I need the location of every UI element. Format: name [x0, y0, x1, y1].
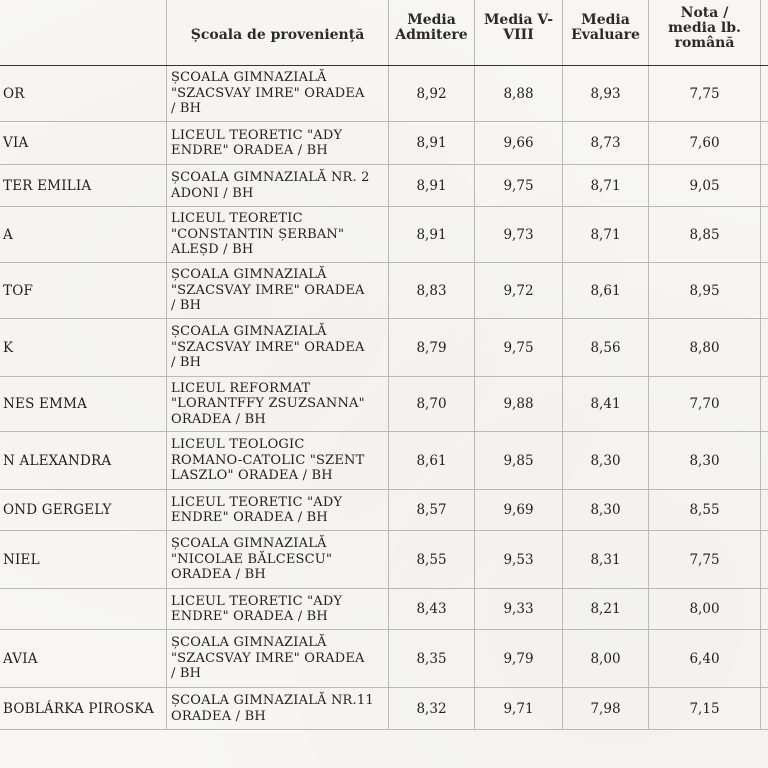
media-admitere: 8,79	[389, 319, 475, 377]
cut-off-column	[761, 688, 768, 730]
header-media-admitere: Media Admitere	[389, 0, 475, 66]
media-v-viii: 9,73	[475, 207, 563, 263]
media-admitere: 8,91	[389, 165, 475, 207]
school-of-origin	[167, 589, 389, 630]
media-evaluare: 8,21	[563, 589, 649, 630]
school-line: LICEUL TEORETIC "ADY	[171, 494, 343, 510]
media-v-viii: 9,85	[475, 432, 563, 490]
cut-off-column	[761, 66, 768, 122]
cut-off-column	[761, 377, 768, 432]
media-admitere: 8,70	[389, 377, 475, 432]
cut-off-column	[761, 319, 768, 377]
school-line: LASZLO" ORADEA / BH	[171, 468, 333, 484]
school-line: ȘCOALA GIMNAZIALĂ NR.11	[171, 693, 374, 708]
school-line: ORADEA / BH	[171, 567, 266, 583]
cut-off-column	[761, 165, 768, 207]
school-line: ENDRE" ORADEA / BH	[171, 510, 328, 525]
media-evaluare: 8,73	[563, 122, 649, 165]
student-name: OR	[0, 66, 167, 122]
school-line: ȘCOALA GIMNAZIALĂ	[171, 70, 327, 86]
student-name: NIEL	[0, 531, 167, 589]
media-evaluare: 8,00	[563, 630, 649, 688]
media-v-viii: 9,75	[475, 165, 563, 207]
table-row	[0, 531, 768, 589]
school-line: / BH	[171, 101, 202, 117]
school-line: LICEUL REFORMAT	[171, 380, 311, 396]
table-row	[0, 319, 768, 377]
school-line: LICEUL TEORETIC "ADY	[171, 593, 343, 609]
school-of-origin	[167, 207, 389, 263]
school-of-origin	[167, 66, 389, 122]
table-row	[0, 263, 768, 319]
school-line: LICEUL TEOLOGIC	[171, 437, 305, 453]
student-name: A	[0, 207, 167, 263]
student-name	[0, 589, 167, 630]
media-admitere: 8,32	[389, 688, 475, 730]
school-of-origin	[167, 490, 389, 531]
school-of-origin	[167, 688, 389, 730]
nota-romana: 8,00	[649, 589, 761, 630]
media-v-viii: 9,71	[475, 688, 563, 730]
media-v-viii: 9,79	[475, 630, 563, 688]
header-school: Școala de proveniență	[167, 0, 389, 66]
student-name: BOBLÁRKA PIROSKA	[0, 688, 167, 730]
nota-romana: 8,55	[649, 490, 761, 531]
school-line: ȘCOALA GIMNAZIALĂ	[171, 324, 327, 340]
student-name: VIA	[0, 122, 167, 165]
school-line: "SZACSVAY IMRE" ORADEA	[171, 339, 365, 355]
school-line: ȘCOALA GIMNAZIALĂ NR. 2	[171, 170, 370, 185]
cut-off-column	[761, 432, 768, 490]
media-evaluare: 8,71	[563, 207, 649, 263]
cut-off-column	[761, 263, 768, 319]
school-line: ORADEA / BH	[171, 708, 266, 724]
nota-romana: 8,95	[649, 263, 761, 319]
nota-romana: 8,80	[649, 319, 761, 377]
school-line: "SZACSVAY IMRE" ORADEA	[171, 282, 365, 298]
table-row	[0, 165, 768, 207]
media-evaluare: 8,93	[563, 66, 649, 122]
school-line: "LORANTFFY ZSUZSANNA"	[171, 396, 365, 412]
school-line: "SZACSVAY IMRE" ORADEA	[171, 85, 365, 101]
media-evaluare: 8,61	[563, 263, 649, 319]
nota-romana: 6,40	[649, 630, 761, 688]
table-row	[0, 207, 768, 263]
header-name	[0, 0, 167, 66]
media-admitere: 8,61	[389, 432, 475, 490]
media-v-viii: 9,33	[475, 589, 563, 630]
media-v-viii: 9,88	[475, 377, 563, 432]
school-line: ROMANO-CATOLIC "SZENT	[171, 452, 365, 468]
school-line: LICEUL TEORETIC	[171, 211, 303, 227]
media-evaluare: 7,98	[563, 688, 649, 730]
table-row	[0, 432, 768, 490]
media-v-viii: 8,88	[475, 66, 563, 122]
media-v-viii: 9,53	[475, 531, 563, 589]
school-line: LICEUL TEORETIC "ADY	[171, 127, 343, 143]
table-row	[0, 490, 768, 531]
school-of-origin	[167, 630, 389, 688]
school-of-origin	[167, 122, 389, 165]
nota-romana: 7,60	[649, 122, 761, 165]
media-admitere: 8,83	[389, 263, 475, 319]
school-of-origin	[167, 165, 389, 207]
student-name: N ALEXANDRA	[0, 432, 167, 490]
table-row	[0, 122, 768, 165]
school-line: / BH	[171, 666, 202, 682]
nota-romana: 7,75	[649, 531, 761, 589]
school-line: ȘCOALA GIMNAZIALĂ	[171, 536, 327, 552]
nota-romana: 8,85	[649, 207, 761, 263]
table-row	[0, 630, 768, 688]
nota-romana: 7,75	[649, 66, 761, 122]
media-evaluare: 8,56	[563, 319, 649, 377]
school-of-origin	[167, 432, 389, 490]
media-admitere: 8,35	[389, 630, 475, 688]
cut-off-column	[761, 589, 768, 630]
school-line: / BH	[171, 355, 202, 371]
nota-romana: 7,15	[649, 688, 761, 730]
school-of-origin	[167, 263, 389, 319]
school-line: "SZACSVAY IMRE" ORADEA	[171, 650, 365, 666]
media-evaluare: 8,30	[563, 432, 649, 490]
media-v-viii: 9,69	[475, 490, 563, 531]
school-line: ADONI / BH	[171, 185, 254, 201]
school-of-origin	[167, 319, 389, 377]
media-evaluare: 8,41	[563, 377, 649, 432]
media-admitere: 8,57	[389, 490, 475, 531]
header-row	[0, 0, 768, 66]
header-nota-romana: Nota / media lb. română	[649, 0, 761, 66]
cut-off-column	[761, 122, 768, 165]
school-line: ENDRE" ORADEA / BH	[171, 143, 328, 158]
nota-romana: 7,70	[649, 377, 761, 432]
table-row	[0, 377, 768, 432]
school-line: ȘCOALA GIMNAZIALĂ	[171, 267, 327, 283]
school-line: / BH	[171, 298, 202, 314]
student-name: OND GERGELY	[0, 490, 167, 531]
media-admitere: 8,91	[389, 207, 475, 263]
media-evaluare: 8,71	[563, 165, 649, 207]
nota-romana: 9,05	[649, 165, 761, 207]
header-edge	[761, 0, 768, 66]
media-admitere: 8,91	[389, 122, 475, 165]
student-name: NES EMMA	[0, 377, 167, 432]
school-line: ȘCOALA GIMNAZIALĂ	[171, 635, 327, 651]
school-of-origin	[167, 531, 389, 589]
header-media-evaluare: Media Evaluare	[563, 0, 649, 66]
cut-off-column	[761, 490, 768, 531]
media-v-viii: 9,66	[475, 122, 563, 165]
school-of-origin	[167, 377, 389, 432]
media-v-viii: 9,72	[475, 263, 563, 319]
school-line: ALEȘD / BH	[171, 242, 254, 258]
nota-romana: 8,30	[649, 432, 761, 490]
media-admitere: 8,92	[389, 66, 475, 122]
student-name: K	[0, 319, 167, 377]
table-row	[0, 688, 768, 730]
student-name: TER EMILIA	[0, 165, 167, 207]
media-v-viii: 9,75	[475, 319, 563, 377]
header-media-v-viii: Media V- VIII	[475, 0, 563, 66]
table-row	[0, 66, 768, 122]
cut-off-column	[761, 207, 768, 263]
student-name: AVIA	[0, 630, 167, 688]
media-admitere: 8,43	[389, 589, 475, 630]
media-evaluare: 8,31	[563, 531, 649, 589]
cut-off-column	[761, 630, 768, 688]
media-admitere: 8,55	[389, 531, 475, 589]
student-name: TOF	[0, 263, 167, 319]
cut-off-column	[761, 531, 768, 589]
media-evaluare: 8,30	[563, 490, 649, 531]
school-line: ORADEA / BH	[171, 411, 266, 427]
school-line: ENDRE" ORADEA / BH	[171, 609, 328, 624]
school-line: "NICOLAE BĂLCESCU"	[171, 551, 333, 567]
table-row	[0, 589, 768, 630]
school-line: "CONSTANTIN ȘERBAN"	[171, 226, 345, 242]
